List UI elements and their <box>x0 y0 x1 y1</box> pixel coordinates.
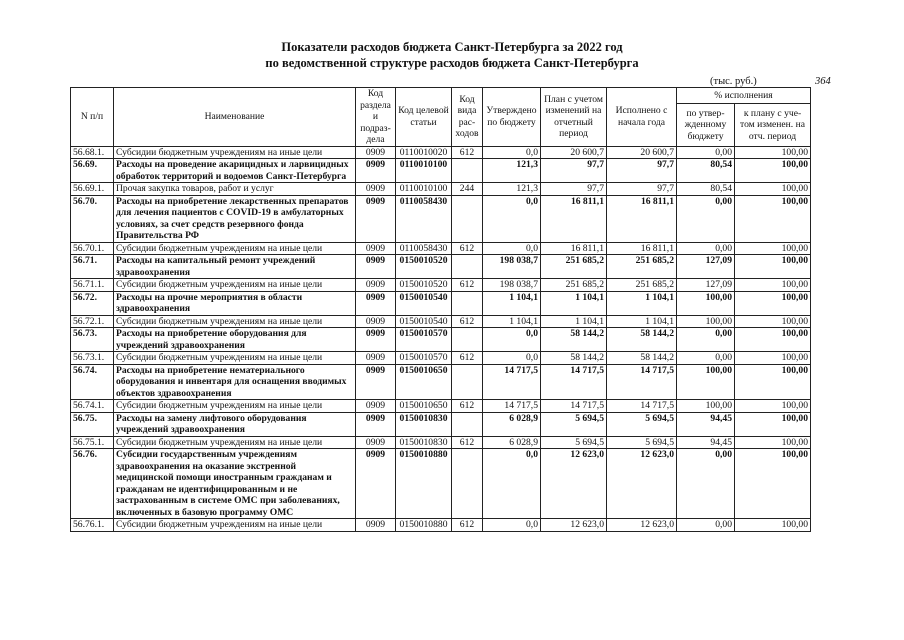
col-header-name: Наименование <box>114 88 356 147</box>
row-plan: 58 144,2 <box>541 352 607 365</box>
row-name: Расходы на замену лифтового оборудования учреждений здравоохранения <box>114 412 356 436</box>
row-plan: 58 144,2 <box>541 328 607 352</box>
row-expense-type: 244 <box>452 183 483 196</box>
row-section-code: 0909 <box>356 279 396 292</box>
row-plan: 251 685,2 <box>541 279 607 292</box>
row-approved: 0,0 <box>483 242 541 255</box>
row-executed: 97,7 <box>607 183 677 196</box>
row-number: 56.76.1. <box>71 519 114 532</box>
row-pct-plan: 100,00 <box>735 183 811 196</box>
row-number: 56.75.1. <box>71 436 114 449</box>
row-pct-approved: 0,00 <box>677 195 735 242</box>
row-number: 56.73.1. <box>71 352 114 365</box>
row-target-code: 0110010020 <box>396 146 452 159</box>
row-pct-approved: 127,09 <box>677 255 735 279</box>
row-number: 56.70.1. <box>71 242 114 255</box>
table-row <box>71 519 811 532</box>
row-plan: 97,7 <box>541 183 607 196</box>
row-pct-approved: 0,00 <box>677 352 735 365</box>
row-section-code: 0909 <box>356 328 396 352</box>
row-number: 56.75. <box>71 412 114 436</box>
row-executed: 97,7 <box>607 159 677 183</box>
expenditure-table <box>70 87 811 532</box>
row-approved: 14 717,5 <box>483 364 541 400</box>
row-expense-type <box>452 449 483 519</box>
row-pct-approved: 100,00 <box>677 364 735 400</box>
row-expense-type <box>452 159 483 183</box>
row-expense-type <box>452 412 483 436</box>
row-pct-approved: 94,45 <box>677 412 735 436</box>
table-row <box>71 449 811 519</box>
row-pct-plan: 100,00 <box>735 364 811 400</box>
row-executed: 14 717,5 <box>607 364 677 400</box>
row-pct-plan: 100,00 <box>735 449 811 519</box>
row-target-code: 0150010570 <box>396 328 452 352</box>
row-section-code: 0909 <box>356 146 396 159</box>
row-plan: 5 694,5 <box>541 436 607 449</box>
table-row <box>71 400 811 413</box>
row-expense-type <box>452 255 483 279</box>
row-approved: 0,0 <box>483 352 541 365</box>
row-pct-plan: 100,00 <box>735 315 811 328</box>
table-row <box>71 279 811 292</box>
row-executed: 251 685,2 <box>607 255 677 279</box>
row-section-code: 0909 <box>356 352 396 365</box>
row-name: Субсидии бюджетным учреждениям на иные цели <box>114 315 356 328</box>
row-approved: 6 028,9 <box>483 436 541 449</box>
col-header-pct-approved: по утвер-жденному бюджету <box>677 104 735 146</box>
table-row <box>71 242 811 255</box>
row-expense-type: 612 <box>452 400 483 413</box>
row-target-code: 0110058430 <box>396 195 452 242</box>
col-header-target: Код целевой статьи <box>396 88 452 147</box>
row-name: Расходы на прочие мероприятия в области здравоохранения <box>114 291 356 315</box>
table-body <box>71 146 811 531</box>
row-plan: 5 694,5 <box>541 412 607 436</box>
table-row <box>71 436 811 449</box>
row-expense-type <box>452 291 483 315</box>
row-section-code: 0909 <box>356 400 396 413</box>
row-target-code: 0150010540 <box>396 315 452 328</box>
row-pct-approved: 0,00 <box>677 519 735 532</box>
row-pct-approved: 94,45 <box>677 436 735 449</box>
row-pct-approved: 0,00 <box>677 328 735 352</box>
row-plan: 12 623,0 <box>541 449 607 519</box>
col-header-pct-group: % исполнения <box>677 88 811 104</box>
row-expense-type <box>452 195 483 242</box>
row-expense-type: 612 <box>452 436 483 449</box>
row-executed: 1 104,1 <box>607 291 677 315</box>
row-executed: 5 694,5 <box>607 412 677 436</box>
row-target-code: 0110010100 <box>396 159 452 183</box>
row-expense-type: 612 <box>452 242 483 255</box>
col-header-type: Код вида рас-ходов <box>452 88 483 147</box>
table-row <box>71 146 811 159</box>
row-pct-approved: 0,00 <box>677 242 735 255</box>
row-executed: 1 104,1 <box>607 315 677 328</box>
row-plan: 20 600,7 <box>541 146 607 159</box>
row-pct-approved: 100,00 <box>677 315 735 328</box>
row-name: Расходы на капитальный ремонт учреждений здравоохранения <box>114 255 356 279</box>
row-expense-type <box>452 364 483 400</box>
row-number: 56.73. <box>71 328 114 352</box>
row-section-code: 0909 <box>356 291 396 315</box>
col-header-plan: План с учетом изменений на отчетный период <box>541 88 607 147</box>
row-target-code: 0150010520 <box>396 279 452 292</box>
col-header-approved: Утверждено по бюджету <box>483 88 541 147</box>
row-section-code: 0909 <box>356 183 396 196</box>
row-pct-plan: 100,00 <box>735 328 811 352</box>
col-header-executed: Исполнено с начала года <box>607 88 677 147</box>
table-row <box>71 159 811 183</box>
document-subtitle: по ведомственной структуре расходов бюджета Санкт-Петербурга <box>265 56 639 70</box>
row-approved: 121,3 <box>483 183 541 196</box>
row-executed: 251 685,2 <box>607 279 677 292</box>
row-name: Субсидии бюджетным учреждениям на иные цели <box>114 400 356 413</box>
row-approved: 0,0 <box>483 146 541 159</box>
row-approved: 1 104,1 <box>483 315 541 328</box>
row-approved: 198 038,7 <box>483 255 541 279</box>
row-target-code: 0150010570 <box>396 352 452 365</box>
row-approved: 0,0 <box>483 195 541 242</box>
row-name: Расходы на приобретение лекарственных препаратов для лечения пациентов с COVID-19 в амбулаторных условиях, за счет средств резервного фонда Правительства РФ <box>114 195 356 242</box>
row-target-code: 0150010830 <box>396 436 452 449</box>
row-executed: 14 717,5 <box>607 400 677 413</box>
row-section-code: 0909 <box>356 364 396 400</box>
row-pct-approved: 0,00 <box>677 449 735 519</box>
row-section-code: 0909 <box>356 449 396 519</box>
row-name: Субсидии бюджетным учреждениям на иные цели <box>114 242 356 255</box>
row-pct-plan: 100,00 <box>735 195 811 242</box>
row-plan: 97,7 <box>541 159 607 183</box>
row-section-code: 0909 <box>356 195 396 242</box>
row-executed: 12 623,0 <box>607 449 677 519</box>
col-header-pct-plan: к плану с уче-том изменен. на отч. период <box>735 104 811 146</box>
row-section-code: 0909 <box>356 159 396 183</box>
row-number: 56.72. <box>71 291 114 315</box>
row-section-code: 0909 <box>356 436 396 449</box>
row-pct-plan: 100,00 <box>735 352 811 365</box>
row-approved: 0,0 <box>483 449 541 519</box>
row-name: Субсидии бюджетным учреждениям на иные цели <box>114 436 356 449</box>
row-plan: 16 811,1 <box>541 242 607 255</box>
col-header-section: Код раздела и подраз-дела <box>356 88 396 147</box>
row-number: 56.74. <box>71 364 114 400</box>
row-expense-type: 612 <box>452 146 483 159</box>
row-target-code: 0150010880 <box>396 519 452 532</box>
row-name: Расходы на приобретение оборудования для учреждений здравоохранения <box>114 328 356 352</box>
row-approved: 1 104,1 <box>483 291 541 315</box>
row-executed: 16 811,1 <box>607 242 677 255</box>
row-executed: 58 144,2 <box>607 328 677 352</box>
row-plan: 14 717,5 <box>541 364 607 400</box>
document-title: Показатели расходов бюджета Санкт-Петербурга за 2022 год <box>281 40 623 54</box>
row-pct-approved: 0,00 <box>677 146 735 159</box>
row-name: Субсидии бюджетным учреждениям на иные цели <box>114 352 356 365</box>
row-plan: 1 104,1 <box>541 291 607 315</box>
row-number: 56.69. <box>71 159 114 183</box>
row-section-code: 0909 <box>356 412 396 436</box>
col-header-num: N п/п <box>71 88 114 147</box>
row-pct-plan: 100,00 <box>735 242 811 255</box>
row-pct-approved: 80,54 <box>677 159 735 183</box>
row-name: Субсидии бюджетным учреждениям на иные цели <box>114 519 356 532</box>
page-number: 364 <box>815 76 831 87</box>
row-pct-plan: 100,00 <box>735 412 811 436</box>
row-name: Расходы на проведение акарицидных и ларвицидных обработок территорий и водоемов Санкт-Петербурга <box>114 159 356 183</box>
row-pct-plan: 100,00 <box>735 159 811 183</box>
row-executed: 58 144,2 <box>607 352 677 365</box>
row-target-code: 0110058430 <box>396 242 452 255</box>
row-section-code: 0909 <box>356 242 396 255</box>
row-target-code: 0150010520 <box>396 255 452 279</box>
table-row <box>71 183 811 196</box>
row-pct-approved: 100,00 <box>677 400 735 413</box>
row-pct-approved: 80,54 <box>677 183 735 196</box>
row-name: Субсидии государственным учреждениям здравоохранения на оказание экстренной медицинской помощи иностранным гражданам и гражданам не идентифицированным и не застрахованным в системе ОМС при заболеваниях, включенных в базовую программу ОМС <box>114 449 356 519</box>
row-name: Прочая закупка товаров, работ и услуг <box>114 183 356 196</box>
row-expense-type: 612 <box>452 519 483 532</box>
row-pct-plan: 100,00 <box>735 291 811 315</box>
row-executed: 5 694,5 <box>607 436 677 449</box>
row-approved: 198 038,7 <box>483 279 541 292</box>
table-row <box>71 255 811 279</box>
table-row <box>71 352 811 365</box>
row-pct-plan: 100,00 <box>735 400 811 413</box>
row-pct-approved: 100,00 <box>677 291 735 315</box>
row-plan: 14 717,5 <box>541 400 607 413</box>
row-approved: 6 028,9 <box>483 412 541 436</box>
row-executed: 20 600,7 <box>607 146 677 159</box>
row-plan: 251 685,2 <box>541 255 607 279</box>
row-target-code: 0150010650 <box>396 364 452 400</box>
row-number: 56.74.1. <box>71 400 114 413</box>
row-plan: 1 104,1 <box>541 315 607 328</box>
row-expense-type: 612 <box>452 315 483 328</box>
row-pct-approved: 127,09 <box>677 279 735 292</box>
row-target-code: 0110010100 <box>396 183 452 196</box>
row-number: 56.72.1. <box>71 315 114 328</box>
row-section-code: 0909 <box>356 315 396 328</box>
table-row <box>71 195 811 242</box>
row-expense-type <box>452 328 483 352</box>
row-approved: 0,0 <box>483 328 541 352</box>
table-row <box>71 364 811 400</box>
row-target-code: 0150010540 <box>396 291 452 315</box>
table-row <box>71 412 811 436</box>
row-executed: 16 811,1 <box>607 195 677 242</box>
row-number: 56.70. <box>71 195 114 242</box>
row-name: Субсидии бюджетным учреждениям на иные цели <box>114 146 356 159</box>
row-number: 56.68.1. <box>71 146 114 159</box>
units-label: (тыс. руб.) <box>710 76 757 87</box>
row-plan: 16 811,1 <box>541 195 607 242</box>
row-name: Субсидии бюджетным учреждениям на иные цели <box>114 279 356 292</box>
table-row <box>71 328 811 352</box>
row-approved: 0,0 <box>483 519 541 532</box>
row-expense-type: 612 <box>452 279 483 292</box>
row-pct-plan: 100,00 <box>735 519 811 532</box>
row-number: 56.69.1. <box>71 183 114 196</box>
row-approved: 121,3 <box>483 159 541 183</box>
row-name: Расходы на приобретение нематериального оборудования и инвентаря для оснащения вводимых объектов здравоохранения <box>114 364 356 400</box>
row-target-code: 0150010650 <box>396 400 452 413</box>
row-target-code: 0150010830 <box>396 412 452 436</box>
row-plan: 12 623,0 <box>541 519 607 532</box>
table-row <box>71 291 811 315</box>
row-target-code: 0150010880 <box>396 449 452 519</box>
row-executed: 12 623,0 <box>607 519 677 532</box>
row-pct-plan: 100,00 <box>735 255 811 279</box>
row-section-code: 0909 <box>356 255 396 279</box>
table-row <box>71 315 811 328</box>
row-expense-type: 612 <box>452 352 483 365</box>
row-section-code: 0909 <box>356 519 396 532</box>
row-number: 56.71. <box>71 255 114 279</box>
row-number: 56.71.1. <box>71 279 114 292</box>
row-approved: 14 717,5 <box>483 400 541 413</box>
row-number: 56.76. <box>71 449 114 519</box>
row-pct-plan: 100,00 <box>735 146 811 159</box>
row-pct-plan: 100,00 <box>735 436 811 449</box>
row-pct-plan: 100,00 <box>735 279 811 292</box>
